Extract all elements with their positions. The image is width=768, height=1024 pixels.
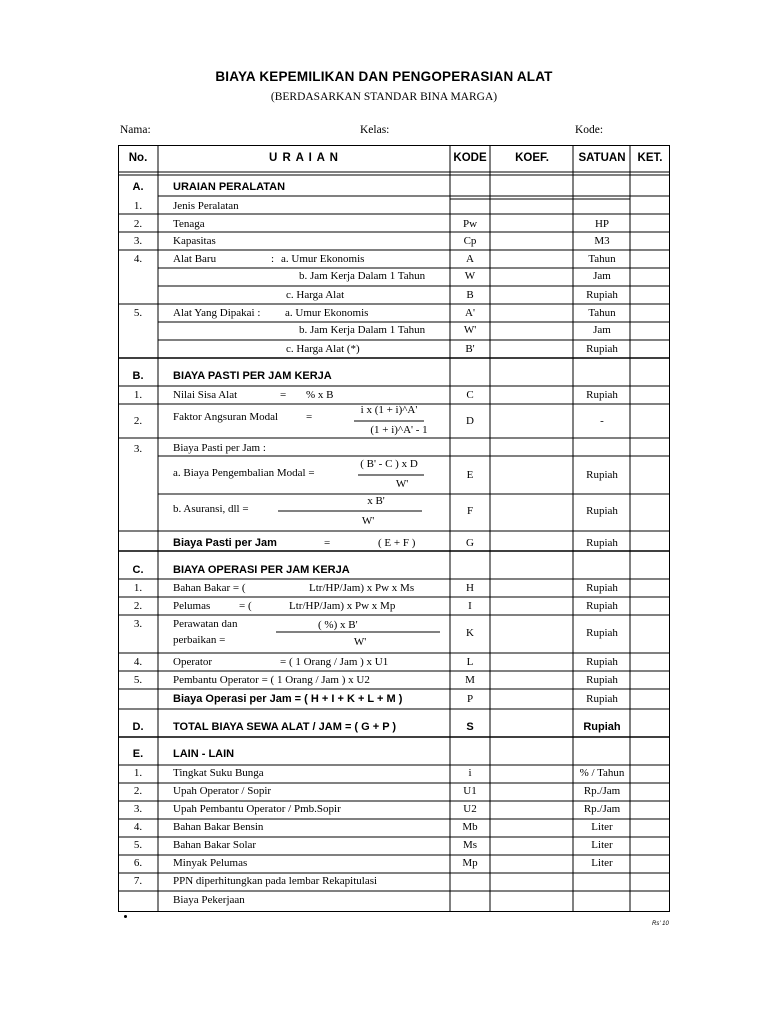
row-kode: I (468, 600, 472, 612)
row-kode: S (466, 721, 474, 733)
row-kode: Mp (462, 857, 478, 869)
col-header-satuan: SATUAN (578, 152, 626, 164)
row-satuan: - (600, 415, 604, 427)
row-number: 3. (133, 443, 143, 455)
row-number: 5. (133, 839, 143, 851)
row-number: 5. (133, 674, 143, 686)
row-kode: G (466, 537, 474, 549)
row-formula: ( E + F ) (378, 537, 416, 549)
row-number: 2. (133, 785, 143, 797)
row-kode: C (466, 389, 474, 401)
row-equals: = (324, 537, 331, 549)
row-sublabel: b. Jam Kerja Dalam 1 Tahun (299, 324, 426, 336)
row-kode: W (464, 270, 476, 282)
row-kode: Mb (462, 821, 478, 833)
row-kode: E (466, 469, 474, 481)
col-header-uraian: U R A I A N (269, 152, 339, 164)
row-formula: % x B (306, 389, 334, 401)
row-label: Minyak Pelumas (173, 857, 248, 869)
row-kode: U1 (463, 785, 477, 797)
document-subtitle: (BERDASARKAN STANDAR BINA MARGA) (270, 91, 498, 103)
row-satuan: Rupiah (586, 343, 618, 355)
row-satuan: Tahun (588, 253, 616, 265)
row-label: Kapasitas (173, 235, 216, 247)
row-number: 6. (133, 857, 143, 869)
row-satuan: % / Tahun (579, 767, 625, 779)
section-b-number: B. (132, 370, 144, 382)
section-b-title: BIAYA PASTI PER JAM KERJA (173, 370, 332, 382)
row-label-line2: perbaikan = (173, 634, 226, 646)
row-satuan: M3 (594, 235, 610, 247)
row-satuan: Rupiah (586, 505, 618, 517)
row-kode: M (465, 674, 475, 686)
row-number: 2. (133, 218, 143, 230)
row-satuan: Rupiah (586, 656, 618, 668)
fraction-numerator: ( B' - C ) x D (360, 458, 418, 470)
row-formula: = ( 1 Orang / Jam ) x U1 (280, 656, 389, 668)
row-satuan: Rupiah (586, 289, 618, 301)
section-c-title: BIAYA OPERASI PER JAM KERJA (173, 564, 350, 576)
row-number: 3. (133, 803, 143, 815)
row-satuan: HP (594, 218, 610, 230)
subtotal-label: Biaya Operasi per Jam = ( H + I + K + L + M ) (173, 693, 403, 705)
fraction-numerator: x B' (367, 495, 385, 507)
row-satuan: Jam (593, 324, 611, 336)
row-satuan: Rupiah (586, 537, 618, 549)
row-kode: K (466, 627, 474, 639)
row-sublabel: c. Harga Alat (*) (286, 343, 360, 355)
row-label: Nilai Sisa Alat (173, 389, 238, 401)
row-satuan: Rp./Jam (583, 785, 621, 797)
section-e-title: LAIN - LAIN (173, 748, 235, 760)
row-satuan: Rupiah (586, 582, 618, 594)
bullet-mark (124, 915, 127, 918)
row-satuan: Liter (591, 857, 613, 869)
row-kode: U2 (463, 803, 477, 815)
row-number: 1. (133, 200, 143, 212)
row-number: 4. (133, 253, 143, 265)
row-kode: H (466, 582, 474, 594)
row-kode: Ms (462, 839, 478, 851)
row-label: Biaya Pekerjaan (173, 894, 245, 906)
footer-mark: Rs' 10 (652, 921, 669, 927)
kelas-label: Kelas: (360, 124, 390, 136)
fraction-denominator: W' (353, 636, 367, 648)
row-number: 3. (133, 618, 143, 630)
nama-label: Nama: (120, 124, 151, 136)
row-sublabel: a. Biaya Pengembalian Modal = (173, 467, 315, 479)
row-number: 4. (133, 821, 143, 833)
row-label: Faktor Angsuran Modal (173, 411, 279, 423)
row-label: Pembantu Operator = ( 1 Orang / Jam ) x U2 (173, 674, 370, 686)
row-satuan: Jam (593, 270, 611, 282)
row-sublabel: a. Umur Ekonomis (281, 253, 365, 265)
section-e-number: E. (132, 748, 144, 760)
col-header-ket: KET. (637, 152, 663, 164)
row-label: Operator (173, 656, 213, 668)
row-equals: = ( (239, 600, 252, 612)
fraction-numerator: i x (1 + i)^A' (360, 404, 418, 416)
row-equals: = (306, 411, 313, 423)
row-satuan: Liter (591, 839, 613, 851)
section-c-number: C. (132, 564, 144, 576)
row-number: 5. (133, 307, 143, 319)
document-title: BIAYA KEPEMILIKAN DAN PENGOPERASIAN ALAT (215, 69, 553, 84)
row-kode: B (466, 289, 474, 301)
row-kode: W' (463, 324, 477, 336)
row-label: Jenis Peralatan (173, 200, 239, 212)
row-label: Pelumas (173, 600, 211, 612)
fraction-numerator: ( %) x B' (318, 619, 358, 631)
section-a-number: A. (132, 181, 144, 193)
row-label: Alat Baru (173, 253, 217, 265)
subtotal-label: Biaya Pasti per Jam (173, 537, 277, 549)
row-separator: : (271, 253, 275, 265)
row-number: 2. (133, 600, 143, 612)
row-number: 2. (133, 415, 143, 427)
row-satuan: Rupiah (586, 600, 618, 612)
row-kode: A (466, 253, 474, 265)
kode-label: Kode: (575, 124, 604, 136)
col-header-koef: KOEF. (515, 152, 549, 164)
row-number: 1. (133, 767, 143, 779)
row-label: PPN diperhitungkan pada lembar Rekapitulasi (173, 875, 378, 887)
row-label: Perawatan dan (173, 618, 238, 630)
row-satuan: Rp./Jam (583, 803, 621, 815)
section-d-number: D. (132, 721, 144, 733)
row-kode: F (466, 505, 474, 517)
row-kode: Pw (462, 218, 478, 230)
row-kode: B' (465, 343, 475, 355)
row-label: Tingkat Suku Bunga (173, 767, 264, 779)
row-satuan: Rupiah (586, 469, 618, 481)
row-label: Bahan Bakar Solar (173, 839, 257, 851)
row-kode: P (466, 693, 474, 705)
fraction-denominator: W' (361, 515, 375, 527)
row-number: 1. (133, 582, 143, 594)
fraction-denominator: (1 + i)^A' - 1 (370, 424, 428, 436)
row-number: 1. (133, 389, 143, 401)
row-label: Upah Pembantu Operator / Pmb.Sopir (173, 803, 341, 815)
row-label: Biaya Pasti per Jam : (173, 442, 266, 454)
row-satuan: Rupiah (583, 721, 621, 733)
row-satuan: Rupiah (586, 389, 618, 401)
row-number: 4. (133, 656, 143, 668)
col-header-kode: KODE (453, 152, 487, 164)
cost-table (118, 145, 670, 912)
row-satuan: Rupiah (586, 627, 618, 639)
row-kode: D (466, 415, 474, 427)
row-kode: L (466, 656, 474, 668)
row-kode: i (468, 767, 472, 779)
section-d-title: TOTAL BIAYA SEWA ALAT / JAM = ( G + P ) (173, 721, 397, 733)
row-label: Upah Operator / Sopir (173, 785, 272, 797)
row-label: Tenaga (173, 218, 205, 230)
row-number: 3. (133, 235, 143, 247)
row-label: Bahan Bakar = ( (173, 582, 246, 594)
row-sublabel: c. Harga Alat (286, 289, 345, 301)
row-number: 7. (133, 875, 143, 887)
row-label: Alat Yang Dipakai : (173, 307, 261, 319)
row-label: Bahan Bakar Bensin (173, 821, 264, 833)
col-header-no: No. (128, 152, 148, 164)
row-formula: Ltr/HP/Jam) x Pw x Ms (309, 582, 415, 594)
row-sublabel: a. Umur Ekonomis (285, 307, 369, 319)
row-kode: Cp (463, 235, 477, 247)
row-formula: Ltr/HP/Jam) x Pw x Mp (289, 600, 396, 612)
section-a-title: URAIAN PERALATAN (173, 181, 286, 193)
row-satuan: Liter (591, 821, 613, 833)
row-sublabel: b. Asuransi, dll = (173, 503, 249, 515)
row-satuan: Rupiah (586, 674, 618, 686)
fraction-denominator: W' (395, 478, 409, 490)
row-satuan: Tahun (588, 307, 616, 319)
row-sublabel: b. Jam Kerja Dalam 1 Tahun (299, 270, 426, 282)
row-equals: = (280, 389, 287, 401)
row-kode: A' (465, 307, 475, 319)
row-satuan: Rupiah (586, 693, 618, 705)
